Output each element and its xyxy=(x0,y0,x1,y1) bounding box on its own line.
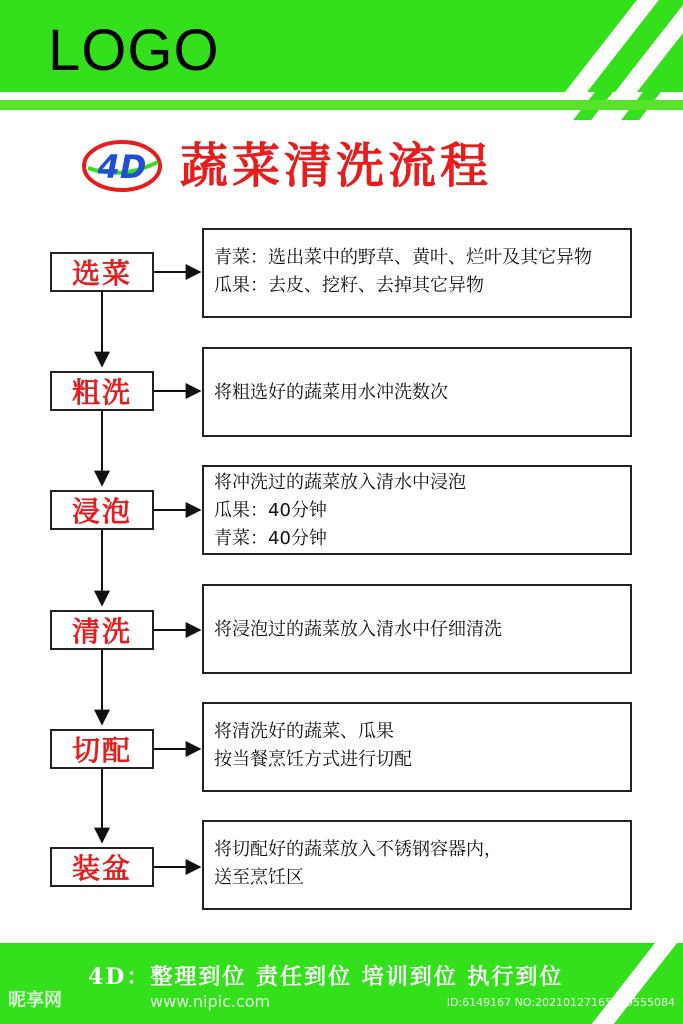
description-line: 将浸泡过的蔬菜放入清水中仔细清洗 xyxy=(214,619,502,640)
step-rinse-box: 粗洗 xyxy=(50,371,154,411)
step-plate-description xyxy=(202,820,632,910)
step-select-description xyxy=(202,228,632,318)
step-wash-box: 清洗 xyxy=(50,610,154,650)
description-line: 瓜果：40分钟 xyxy=(214,500,327,521)
step-rinse-description xyxy=(202,347,632,437)
description-line: 送至烹饪区 xyxy=(214,867,304,888)
footer-stripe xyxy=(552,935,683,1024)
badge-text: 4D xyxy=(97,148,147,186)
description-line: 青菜：选出菜中的野草、黄叶、烂叶及其它异物 xyxy=(214,247,592,268)
footer-banner xyxy=(0,935,683,1024)
footer-topline xyxy=(0,935,683,943)
footer-slogan: 4D：整理到位 责任到位 培训到位 执行到位 xyxy=(88,964,564,990)
watermark-url: www.nipic.com xyxy=(150,992,271,1011)
step-wash-description xyxy=(202,584,632,674)
page-title: 蔬菜清洗流程 xyxy=(180,138,493,194)
description-line: 将粗选好的蔬菜用水冲洗数次 xyxy=(214,382,448,403)
description-line: 将切配好的蔬菜放入不锈钢容器内， xyxy=(214,839,502,860)
image-id-text: ID:6149167 NO:20210127165609555084 xyxy=(446,996,675,1009)
logo-text: LOGO xyxy=(48,18,220,83)
step-plate-box: 装盆 xyxy=(50,847,154,887)
step-cut-description xyxy=(202,702,632,792)
description-line: 将清洗好的蔬菜、瓜果 xyxy=(214,721,394,742)
description-line: 青菜：40分钟 xyxy=(214,528,327,549)
step-soak-box: 浸泡 xyxy=(50,490,154,530)
description-line: 将冲洗过的蔬菜放入清水中浸泡 xyxy=(214,472,466,493)
step-select-box: 选菜 xyxy=(50,252,154,292)
watermark-logo: 昵享网 xyxy=(8,990,62,1011)
description-line: 瓜果：去皮、挖籽、去掉其它异物 xyxy=(214,275,484,296)
step-soak-description xyxy=(202,465,632,555)
step-cut-box: 切配 xyxy=(50,729,154,769)
description-line: 按当餐烹饪方式进行切配 xyxy=(214,749,412,770)
